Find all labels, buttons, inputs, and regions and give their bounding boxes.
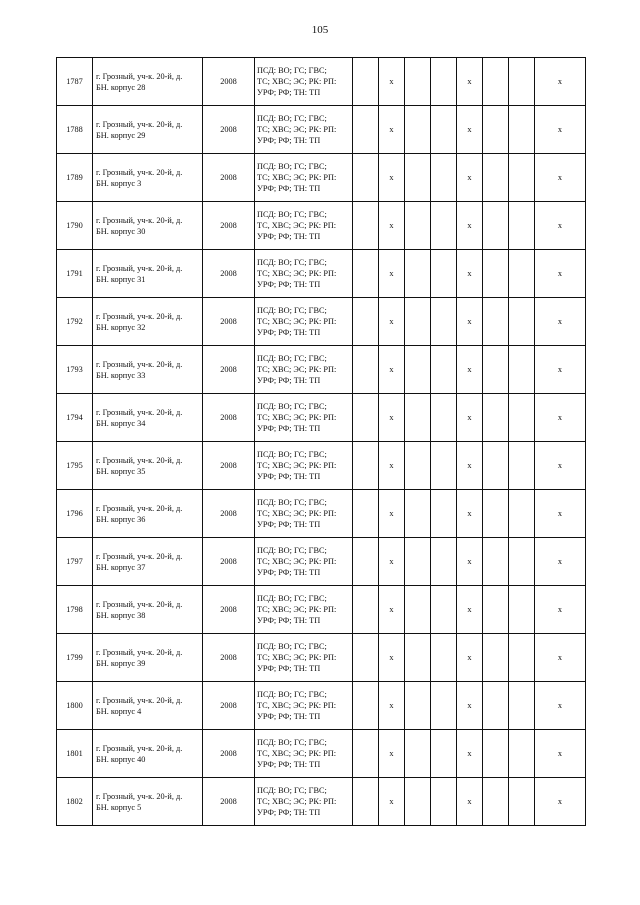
year-cell: 2008 (203, 490, 255, 538)
mark-cell (405, 442, 431, 490)
mark-cell (483, 154, 509, 202)
year-cell: 2008 (203, 634, 255, 682)
address-line: г. Грозный, уч-к. 20-й, д. (96, 647, 183, 657)
year-cell: 2008 (203, 538, 255, 586)
mark-cell (405, 778, 431, 826)
year-cell: 2008 (203, 346, 255, 394)
mark-cell: x (379, 682, 405, 730)
mark-cell (509, 154, 535, 202)
documentation-cell (255, 586, 353, 634)
address-line: БН. корпус 3 (96, 178, 142, 188)
mark-cell: x (535, 394, 586, 442)
mark-cell: x (457, 346, 483, 394)
address-line: г. Грозный, уч-к. 20-й, д. (96, 407, 183, 417)
mark-cell: x (379, 58, 405, 106)
mark-cell (431, 778, 457, 826)
address-line: БН. корпус 31 (96, 274, 146, 284)
documentation-cell (255, 106, 353, 154)
mark-cell: x (535, 538, 586, 586)
record-number: 1792 (57, 298, 93, 346)
mark-cell: x (535, 346, 586, 394)
record-number: 1795 (57, 442, 93, 490)
documentation-line: ТС; ХВС; ЭС; РК: РП: (257, 653, 337, 662)
documentation-line: ПСД: ВО; ГС; ГВС; (257, 786, 327, 795)
documentation-cell (255, 778, 353, 826)
documentation-line: УРФ; РФ; ТН: ТП (257, 328, 321, 337)
address-cell (93, 730, 203, 778)
register-body (57, 58, 586, 826)
mark-cell (431, 538, 457, 586)
documentation-cell (255, 154, 353, 202)
mark-cell (483, 106, 509, 154)
mark-cell (483, 490, 509, 538)
mark-cell (509, 394, 535, 442)
mark-cell (353, 538, 379, 586)
record-number: 1790 (57, 202, 93, 250)
documentation-line: ТС; ХВС; ЭС; РК: РП: (257, 173, 337, 182)
documentation-line: ПСД: ВО; ГС; ГВС; (257, 66, 327, 75)
mark-cell (483, 634, 509, 682)
mark-cell: x (535, 58, 586, 106)
mark-cell (405, 202, 431, 250)
table-row (57, 634, 586, 682)
table-row (57, 154, 586, 202)
documentation-line: ТС; ХВС; ЭС; РК: РП: (257, 77, 337, 86)
documentation-line: ТС; ХВС; ЭС; РК: РП: (257, 365, 337, 374)
documentation-line: ТС; ХВС; ЭС; РК: РП: (257, 317, 337, 326)
year-cell: 2008 (203, 586, 255, 634)
mark-cell: x (379, 778, 405, 826)
record-number: 1798 (57, 586, 93, 634)
documentation-line: ПСД: ВО; ГС; ГВС; (257, 354, 327, 363)
documentation-cell (255, 346, 353, 394)
address-line: г. Грозный, уч-к. 20-й, д. (96, 695, 183, 705)
record-number: 1794 (57, 394, 93, 442)
table-row (57, 442, 586, 490)
address-line: г. Грозный, уч-к. 20-й, д. (96, 551, 183, 561)
record-number: 1796 (57, 490, 93, 538)
mark-cell: x (535, 490, 586, 538)
documentation-line: УРФ; РФ; ТН: ТП (257, 88, 321, 97)
mark-cell: x (379, 298, 405, 346)
mark-cell: x (457, 634, 483, 682)
table-row (57, 682, 586, 730)
mark-cell (353, 634, 379, 682)
address-line: БН. корпус 37 (96, 562, 146, 572)
address-line: г. Грозный, уч-к. 20-й, д. (96, 359, 183, 369)
mark-cell (405, 250, 431, 298)
address-cell (93, 202, 203, 250)
mark-cell (509, 730, 535, 778)
table-row (57, 346, 586, 394)
mark-cell (431, 586, 457, 634)
record-number: 1799 (57, 634, 93, 682)
mark-cell: x (379, 730, 405, 778)
mark-cell: x (457, 442, 483, 490)
mark-cell (353, 394, 379, 442)
address-cell (93, 154, 203, 202)
mark-cell: x (457, 586, 483, 634)
year-cell: 2008 (203, 106, 255, 154)
address-line: БН. корпус 39 (96, 658, 146, 668)
mark-cell (353, 106, 379, 154)
mark-cell (353, 250, 379, 298)
documentation-line: УРФ; РФ; ТН: ТП (257, 184, 321, 193)
mark-cell: x (535, 778, 586, 826)
mark-cell (509, 586, 535, 634)
address-cell (93, 634, 203, 682)
mark-cell (353, 202, 379, 250)
record-number: 1788 (57, 106, 93, 154)
documentation-line: ТС; ХВС; ЭС; РК: РП: (257, 605, 337, 614)
mark-cell: x (457, 394, 483, 442)
mark-cell (353, 730, 379, 778)
mark-cell (483, 538, 509, 586)
mark-cell: x (379, 538, 405, 586)
mark-cell (483, 586, 509, 634)
address-cell (93, 586, 203, 634)
documentation-line: УРФ; РФ; ТН: ТП (257, 568, 321, 577)
mark-cell (431, 634, 457, 682)
table-row (57, 298, 586, 346)
mark-cell: x (457, 250, 483, 298)
documentation-cell (255, 250, 353, 298)
mark-cell (353, 346, 379, 394)
page-number: 105 (311, 24, 329, 36)
year-cell: 2008 (203, 250, 255, 298)
documentation-line: ПСД: ВО; ГС; ГВС; (257, 546, 327, 555)
documentation-line: ПСД: ВО; ГС; ГВС; (257, 306, 327, 315)
mark-cell (509, 298, 535, 346)
record-number: 1801 (57, 730, 93, 778)
mark-cell (431, 730, 457, 778)
documentation-cell (255, 538, 353, 586)
mark-cell (509, 346, 535, 394)
mark-cell: x (457, 778, 483, 826)
documentation-cell (255, 394, 353, 442)
year-cell: 2008 (203, 730, 255, 778)
mark-cell: x (379, 490, 405, 538)
address-line: БН. корпус 33 (96, 370, 146, 380)
table-row (57, 106, 586, 154)
mark-cell: x (379, 106, 405, 154)
record-number: 1800 (57, 682, 93, 730)
mark-cell (483, 298, 509, 346)
address-line: БН. корпус 4 (96, 706, 142, 716)
mark-cell (431, 202, 457, 250)
documentation-cell (255, 730, 353, 778)
documentation-cell (255, 490, 353, 538)
documentation-line: ПСД: ВО; ГС; ГВС; (257, 498, 327, 507)
mark-cell: x (457, 106, 483, 154)
mark-cell: x (457, 154, 483, 202)
documentation-line: ТС; ХВС; ЭС; РК: РП: (257, 125, 337, 134)
mark-cell: x (535, 586, 586, 634)
mark-cell (353, 442, 379, 490)
mark-cell (483, 730, 509, 778)
mark-cell (405, 634, 431, 682)
mark-cell (405, 586, 431, 634)
mark-cell (431, 346, 457, 394)
mark-cell: x (457, 538, 483, 586)
mark-cell (509, 538, 535, 586)
table-row (57, 490, 586, 538)
mark-cell (431, 682, 457, 730)
mark-cell: x (379, 586, 405, 634)
documentation-cell (255, 202, 353, 250)
address-line: г. Грозный, уч-к. 20-й, д. (96, 503, 183, 513)
mark-cell (405, 106, 431, 154)
mark-cell (431, 394, 457, 442)
address-line: г. Грозный, уч-к. 20-й, д. (96, 743, 183, 753)
mark-cell (509, 202, 535, 250)
year-cell: 2008 (203, 442, 255, 490)
mark-cell: x (379, 394, 405, 442)
mark-cell: x (457, 298, 483, 346)
mark-cell (483, 250, 509, 298)
documentation-line: УРФ; РФ; ТН: ТП (257, 616, 321, 625)
address-line: БН. корпус 5 (96, 802, 142, 812)
mark-cell: x (535, 298, 586, 346)
documentation-line: ТС; ХВС; ЭС; РК: РП: (257, 797, 337, 806)
mark-cell (405, 58, 431, 106)
mark-cell (483, 346, 509, 394)
mark-cell (405, 730, 431, 778)
mark-cell (509, 250, 535, 298)
mark-cell: x (379, 250, 405, 298)
documentation-line: ПСД: ВО; ГС; ГВС; (257, 114, 327, 123)
mark-cell (353, 58, 379, 106)
table-row (57, 778, 586, 826)
mark-cell (509, 442, 535, 490)
year-cell: 2008 (203, 58, 255, 106)
mark-cell: x (379, 442, 405, 490)
mark-cell: x (535, 634, 586, 682)
documentation-line: УРФ; РФ; ТН: ТП (257, 232, 321, 241)
record-number: 1793 (57, 346, 93, 394)
mark-cell (431, 298, 457, 346)
address-cell (93, 490, 203, 538)
mark-cell (405, 298, 431, 346)
address-line: г. Грозный, уч-к. 20-й, д. (96, 71, 183, 81)
documentation-line: ПСД: ВО; ГС; ГВС; (257, 258, 327, 267)
address-cell (93, 538, 203, 586)
documentation-line: ПСД: ВО; ГС; ГВС; (257, 450, 327, 459)
mark-cell (431, 154, 457, 202)
documentation-cell (255, 634, 353, 682)
mark-cell: x (457, 682, 483, 730)
record-number: 1802 (57, 778, 93, 826)
mark-cell (483, 442, 509, 490)
mark-cell: x (457, 490, 483, 538)
address-line: г. Грозный, уч-к. 20-й, д. (96, 215, 183, 225)
address-cell (93, 250, 203, 298)
address-line: БН. корпус 29 (96, 130, 146, 140)
address-line: БН. корпус 36 (96, 514, 146, 524)
mark-cell (431, 442, 457, 490)
address-cell (93, 442, 203, 490)
mark-cell (483, 778, 509, 826)
mark-cell (431, 250, 457, 298)
documentation-cell (255, 682, 353, 730)
documentation-line: УРФ; РФ; ТН: ТП (257, 712, 321, 721)
mark-cell (405, 154, 431, 202)
mark-cell (353, 490, 379, 538)
documentation-line: ТС; ХВС; ЭС; РК: РП: (257, 509, 337, 518)
mark-cell (431, 58, 457, 106)
table-row (57, 586, 586, 634)
record-number: 1789 (57, 154, 93, 202)
year-cell: 2008 (203, 394, 255, 442)
mark-cell: x (535, 682, 586, 730)
mark-cell (509, 490, 535, 538)
mark-cell (483, 394, 509, 442)
table-row (57, 394, 586, 442)
mark-cell: x (535, 730, 586, 778)
table-row (57, 538, 586, 586)
documentation-line: УРФ; РФ; ТН: ТП (257, 664, 321, 673)
address-cell (93, 394, 203, 442)
year-cell: 2008 (203, 778, 255, 826)
mark-cell: x (535, 442, 586, 490)
address-line: БН. корпус 40 (96, 754, 146, 764)
mark-cell (405, 538, 431, 586)
address-cell (93, 58, 203, 106)
address-line: г. Грозный, уч-к. 20-й, д. (96, 599, 183, 609)
mark-cell: x (457, 202, 483, 250)
mark-cell (509, 778, 535, 826)
documentation-line: УРФ; РФ; ТН: ТП (257, 520, 321, 529)
documentation-line: ТС; ХВС; ЭС; РК: РП: (257, 413, 337, 422)
record-number: 1787 (57, 58, 93, 106)
mark-cell (431, 106, 457, 154)
address-line: БН. корпус 35 (96, 466, 146, 476)
mark-cell: x (535, 250, 586, 298)
record-number: 1791 (57, 250, 93, 298)
documentation-line: ТС, ХВС; ЭС; РК: РП: (257, 701, 337, 710)
table-row (57, 250, 586, 298)
mark-cell (405, 490, 431, 538)
address-cell (93, 298, 203, 346)
documentation-line: УРФ; РФ; ТН: ТП (257, 808, 321, 817)
documentation-line: УРФ; РФ; ТН: ТП (257, 472, 321, 481)
documentation-cell (255, 298, 353, 346)
documentation-line: ПСД: ВО; ГС; ГВС; (257, 402, 327, 411)
year-cell: 2008 (203, 682, 255, 730)
address-cell (93, 778, 203, 826)
mark-cell (483, 202, 509, 250)
mark-cell (509, 106, 535, 154)
mark-cell: x (535, 202, 586, 250)
address-line: г. Грозный, уч-к. 20-й, д. (96, 455, 183, 465)
documentation-line: ПСД: ВО; ГС; ГВС; (257, 642, 327, 651)
mark-cell (353, 298, 379, 346)
documentation-line: ТС, ХВС; ЭС; РК: РП: (257, 221, 337, 230)
address-line: г. Грозный, уч-к. 20-й, д. (96, 311, 183, 321)
documentation-line: ТС; ХВС; ЭС; РК: РП: (257, 461, 337, 470)
mark-cell: x (379, 634, 405, 682)
mark-cell (405, 682, 431, 730)
documentation-line: ТС; ХВС; ЭС; РК: РП: (257, 269, 337, 278)
address-cell (93, 346, 203, 394)
documentation-line: ПСД: ВО; ГС; ГВС; (257, 738, 327, 747)
year-cell: 2008 (203, 202, 255, 250)
mark-cell: x (379, 202, 405, 250)
address-line: г. Грозный, уч-к. 20-й, д. (96, 119, 183, 129)
year-cell: 2008 (203, 154, 255, 202)
mark-cell: x (379, 154, 405, 202)
record-number: 1797 (57, 538, 93, 586)
mark-cell (431, 490, 457, 538)
documentation-line: ПСД: ВО; ГС; ГВС; (257, 210, 327, 219)
address-line: г. Грозный, уч-к. 20-й, д. (96, 167, 183, 177)
address-cell (93, 106, 203, 154)
mark-cell (483, 58, 509, 106)
address-line: г. Грозный, уч-к. 20-й, д. (96, 791, 183, 801)
address-line: БН. корпус 28 (96, 82, 146, 92)
address-line: г. Грозный, уч-к. 20-й, д. (96, 263, 183, 273)
address-line: БН. корпус 32 (96, 322, 146, 332)
mark-cell: x (379, 346, 405, 394)
mark-cell: x (535, 106, 586, 154)
documentation-line: ПСД: ВО; ГС; ГВС; (257, 594, 327, 603)
mark-cell: x (457, 58, 483, 106)
mark-cell (353, 682, 379, 730)
documentation-cell (255, 58, 353, 106)
documentation-line: ПСД: ВО; ГС; ГВС; (257, 690, 327, 699)
documentation-line: ПСД: ВО; ГС; ГВС; (257, 162, 327, 171)
mark-cell: x (457, 730, 483, 778)
documentation-line: УРФ; РФ; ТН: ТП (257, 760, 321, 769)
documentation-line: УРФ; РФ; ТН: ТП (257, 280, 321, 289)
mark-cell (405, 346, 431, 394)
table-row (57, 730, 586, 778)
table-row (57, 202, 586, 250)
mark-cell (405, 394, 431, 442)
documentation-line: УРФ; РФ; ТН: ТП (257, 424, 321, 433)
address-line: БН. корпус 38 (96, 610, 146, 620)
mark-cell (353, 586, 379, 634)
year-cell: 2008 (203, 298, 255, 346)
mark-cell (509, 634, 535, 682)
address-cell (93, 682, 203, 730)
address-line: БН. корпус 34 (96, 418, 146, 428)
documentation-line: ТС, ХВС; ЭС; РК: РП: (257, 749, 337, 758)
documentation-line: ТС; ХВС; ЭС; РК: РП: (257, 557, 337, 566)
mark-cell (509, 58, 535, 106)
mark-cell (483, 682, 509, 730)
register-table (56, 57, 586, 826)
mark-cell (509, 682, 535, 730)
address-line: БН. корпус 30 (96, 226, 146, 236)
mark-cell (353, 778, 379, 826)
documentation-cell (255, 442, 353, 490)
mark-cell: x (535, 154, 586, 202)
mark-cell (353, 154, 379, 202)
table-row (57, 58, 586, 106)
documentation-line: УРФ; РФ; ТН: ТП (257, 136, 321, 145)
documentation-line: УРФ; РФ; ТН: ТП (257, 376, 321, 385)
